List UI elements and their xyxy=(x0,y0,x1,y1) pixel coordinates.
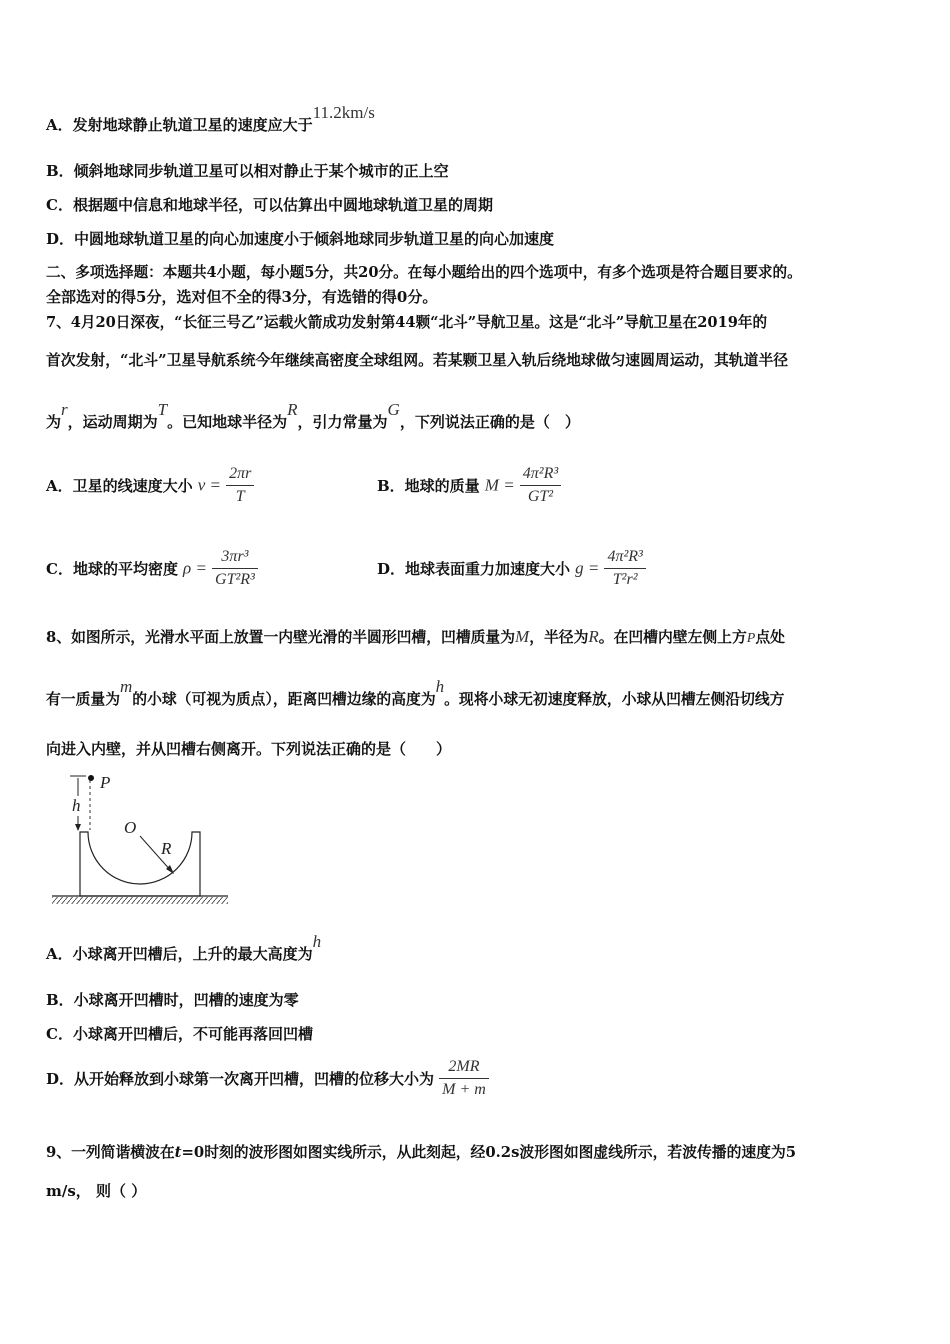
q8-option-a: A．小球离开凹槽后，上升的最大高度为h xyxy=(46,932,322,963)
math-r: r xyxy=(61,400,68,419)
q7-option-b-fraction: $\frac{\text{4π²R³}}{\text{GT²}}$ xyxy=(520,464,561,507)
q9-stem-line1: 9、一列简谐横波在t=0时刻的波形图如图实线所示，从此刻起，经0.2s波形图如图虚线所示，若波传播的速度为5 xyxy=(46,1144,797,1161)
ball-p xyxy=(88,775,94,781)
q7-option-a-fraction: $\frac{2\pi r}{T}$ xyxy=(226,464,254,507)
q6-option-b: B．倾斜地球同步轨道卫星可以相对静止于某个城市的正上空 xyxy=(46,162,449,180)
q8-option-d-fraction: $\frac{2MR}{M + m}$ xyxy=(439,1057,489,1100)
q9-stem-line2: m/s， 则（ ） xyxy=(46,1182,147,1200)
math-G: G xyxy=(387,400,400,419)
q6-option-c: C．根据题中信息和地球半径，可以估算出中圆地球轨道卫星的周期 xyxy=(46,196,493,214)
semicircular-trough xyxy=(80,832,200,896)
q7-option-d-fraction: $\frac{\text{4π²R³}}{\text{T²r²}}$ xyxy=(604,547,645,590)
label-o: O xyxy=(124,818,137,837)
q8-stem-line2: 有一质量为m的小球（可视为质点），距离凹槽边缘的高度为h。现将小球无初速度释放，小球从凹槽左侧沿切线方 xyxy=(46,677,785,708)
q8-stem-line3: 向进入内壁，并从凹槽右侧离开。下列说法正确的是（ ） xyxy=(46,740,452,758)
math-R: R xyxy=(287,400,298,419)
q7-option-a: A．卫星的线速度大小 v = $\frac{2\pi r}{T}$ xyxy=(46,464,254,507)
q7-stem-line3: 为r，运动周期为T。已知地球半径为R，引力常量为G，下列说法正确的是（ ） xyxy=(46,400,580,431)
q8-stem-line1: 8、如图所示，光滑水平面上放置一内壁光滑的半圆形凹槽，凹槽质量为M，半径为R。在凹槽内壁左侧上方P点处 xyxy=(46,627,785,646)
q8-option-c: C．小球离开凹槽后，不可能再落回凹槽 xyxy=(46,1025,313,1043)
ground-hatch xyxy=(52,897,228,904)
q8-figure xyxy=(50,768,232,910)
math-T: T xyxy=(157,400,168,419)
q6-option-a-math: 11.2km/s xyxy=(312,103,375,122)
q7-option-d: D．地球表面重力加速度大小 g = $\frac{\text{4π²R³}}{\text{T²r²}}$ xyxy=(377,547,646,590)
label-r: R xyxy=(161,839,172,858)
q7-stem-line2: 首次发射，“北斗”卫星导航系统今年继续高密度全球组网。若某颗卫星入轨后绕地球做匀速圆周运动，其轨道半径 xyxy=(46,352,789,369)
q7-option-c-fraction: $\frac{\text{3πr³}}{\text{GT²R³}}$ xyxy=(212,547,258,590)
q6-option-d: D．中圆地球轨道卫星的向心加速度小于倾斜地球同步轨道卫星的向心加速度 xyxy=(46,230,555,248)
label-p: P xyxy=(100,773,111,792)
q8-option-d: D．从开始释放到小球第一次离开凹槽，凹槽的位移大小为 $\frac{2MR}{M + m}$ xyxy=(46,1057,489,1100)
q7-stem-line1: 7、4月20日深夜，“长征三号乙”运载火箭成功发射第44颗“北斗”导航卫星。这是“北斗”导航卫星在2019年的 xyxy=(46,314,768,331)
q8-option-b: B．小球离开凹槽时，凹槽的速度为零 xyxy=(46,991,299,1009)
section2-heading-line2: 全部选对的得5分，选对但不全的得3分，有选错的得0分。 xyxy=(46,288,438,306)
section2-heading-line1: 二、多项选择题：本题共4小题，每小题5分，共20分。在每小题给出的四个选项中，有多个选项是符合题目要求的。 xyxy=(46,264,802,281)
q6-option-a: A．发射地球静止轨道卫星的速度应大于11.2km/s xyxy=(46,103,375,134)
label-h: h xyxy=(72,796,81,815)
h-arrowhead xyxy=(75,824,81,831)
q7-option-c: C．地球的平均密度 ρ = $\frac{\text{3πr³}}{\text{GT²R³}}$ xyxy=(46,547,258,590)
q7-option-b: B．地球的质量 M = $\frac{\text{4π²R³}}{\text{GT²}}$ xyxy=(377,464,561,507)
